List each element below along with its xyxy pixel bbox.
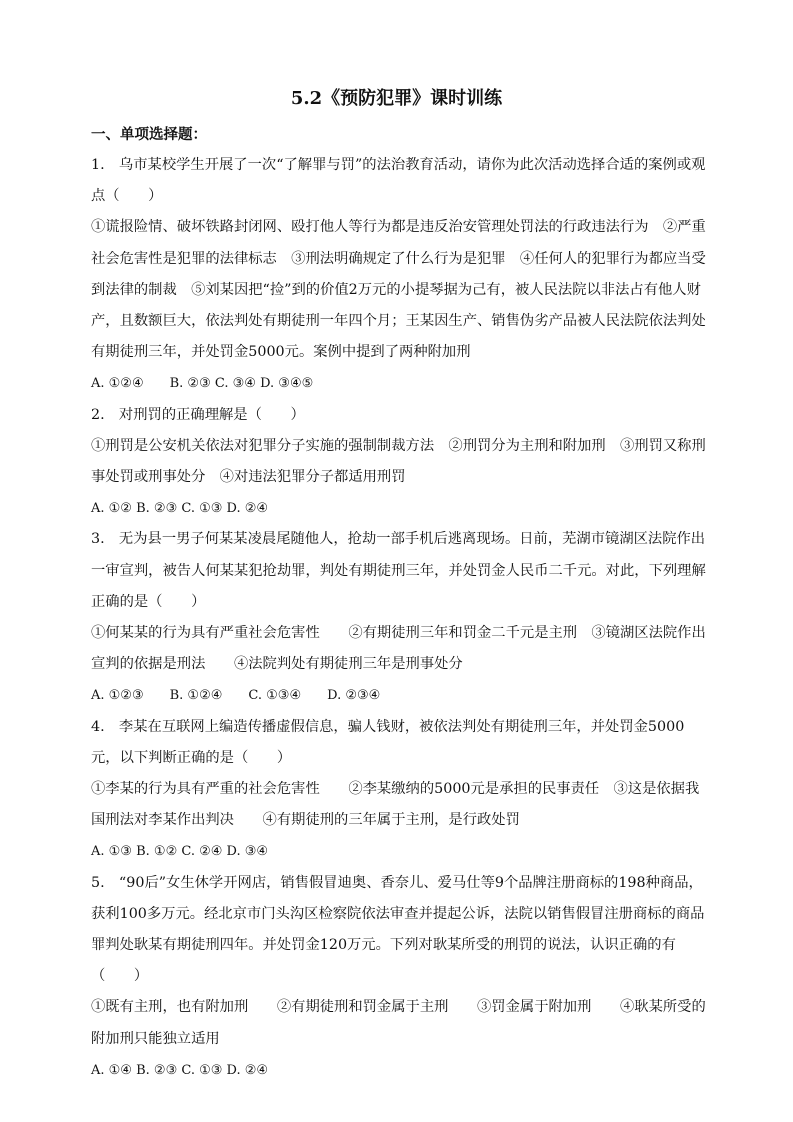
question-statements: ①何某某的行为具有严重社会危害性 ②有期徒刑三年和罚金二千元是主刑 ③镜湖区法院作出宣判的依据是刑法 ④法院判处有期徒刑三年是刑事处分 [91,625,706,673]
question-statements: ①刑罚是公安机关依法对犯罪分子实施的强制制裁方法 ②刑罚分为主刑和附加刑 ③刑罚又称刑事处罚或刑事处分 ④对违法犯罪分子都适用刑罚 [91,437,706,486]
question-stem: 5. “90后”女生休学开网店，销售假冒迪奥、香奈儿、爱马仕等9个品牌注册商标的198种商品，获利100多万元。经北京市门头沟区检察院依法审查并提起公诉，法院以销售假冒注册商标的商品罪判处耿某有期徒刑四年。并处罚金120万元。下列对耿某所受的刑罚的说法，认识正确的有（ ） [91,874,705,985]
question-statements: ①谎报险情、破坏铁路封闭网、殴打他人等行为都是违反治安管理处罚法的行政违法行为 ②严重社会危害性是犯罪的法律标志 ③刑法明确规定了什么行为是犯罪 ④任何人的犯罪行为都应当受到法律的制裁 ⑤刘某因把“捡”到的价值2万元的小提琴据为己有，被人民法院以非法占有他人财产，且数额巨大，依法判处有期徒刑一年四个月；王某因生产、销售伪劣产品被人民法院依法判处有期徒刑三年，并处罚金5000元。案例中提到了两种附加刑 [91,219,706,361]
question-stem: 3. 无为县一男子何某某凌晨尾随他人，抢劫一部手机后逃离现场。日前，芜湖市镜湖区法院作出一审宣判，被告人何某某犯抢劫罪，判处有期徒刑三年，并处罚金人民币二千元。对此，下列理解正确的是（ ） [91,531,706,610]
question-choices: A. ①② B. ②③ C. ①③ D. ②④ [91,501,269,517]
question-stem: 4. 李某在互联网上编造传播虚假信息，骗人钱财，被依法判处有期徒刑三年，并处罚金5000元，以下判断正确的是（ ） [91,718,685,766]
question-stem: 1. 乌市某校学生开展了一次“了解罪与罚”的法治教育活动，请你为此次活动选择合适的案例或观点（ ） [91,157,706,205]
question-choices: A. ①②③ B. ①②④ C. ①③④ D. ②③④ [91,688,381,704]
question-statements: ①李某的行为具有严重的社会危害性 ②李某缴纳的5000元是承担的民事责任 ③这是依据我国刑法对李某作出判决 ④有期徒刑的三年属于主刑，是行政处罚 [91,781,700,829]
question-choices: A. ①②④ B. ②③ C. ③④ D. ③④⑤ [91,376,314,392]
page-title: 5.2《预防犯罪》课时训练 [290,88,503,109]
question-choices: A. ①③ B. ①② C. ②④ D. ③④ [91,844,269,860]
question-stem: 2. 对刑罚的正确理解是（ ） [91,406,305,423]
question-choices: A. ①④ B. ②③ C. ①③ D. ②④ [91,1062,269,1078]
section-heading: 一、单项选择题： [91,126,207,143]
question-list [91,150,706,1086]
question-statements: ①既有主刑，也有附加刑 ②有期徒刑和罚金属于主刑 ③罚金属于附加刑 ④耿某所受的附加刑只能独立适用 [91,999,706,1047]
